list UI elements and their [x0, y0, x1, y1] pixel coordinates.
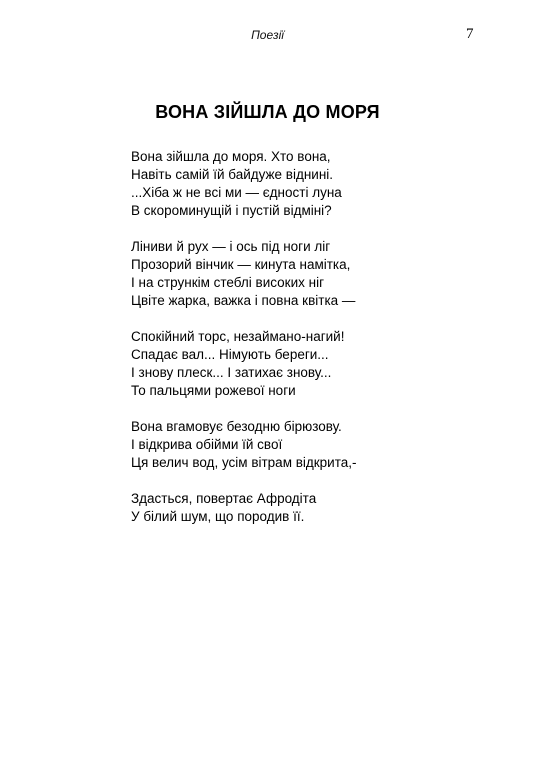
poem-line: Ліниви й рух — і ось під ноги ліг [131, 239, 331, 254]
page-number: 7 [466, 26, 474, 42]
poem-body [131, 148, 431, 544]
poem-title: ВОНА ЗІЙШЛА ДО МОРЯ [155, 102, 380, 122]
poem-line: Прозорий вінчик — кинута намітка, [131, 257, 351, 272]
running-head: Поезії [251, 28, 284, 42]
poem-line: Вона вгамовує безодню бірюзову. [131, 419, 342, 434]
poem-line: Вона зійшла до моря. Хто вона, [131, 149, 331, 164]
poem-line: Ця велич вод, усім вітрам відкрита,- [131, 455, 357, 470]
stanza-1 [131, 148, 431, 220]
poem-line: І на стрункім стеблі високих ніг [131, 275, 324, 290]
poem-line: Цвіте жарка, важка і повна квітка — [131, 293, 356, 308]
poem-line: Навіть самій їй байдуже віднині. [131, 167, 334, 182]
stanza-3 [131, 328, 431, 400]
poem-line: Спадає вал... Німують береги... [131, 347, 329, 362]
stanza-2 [131, 238, 431, 310]
poem-line: Здасться, повертає Афродіта [131, 491, 317, 506]
poem-line: Спокійний торс, незаймано-нагий! [131, 329, 345, 344]
poem-line: І знову плеск... І затихає знову... [131, 365, 332, 380]
poem-line: То пальцями рожевої ноги [131, 383, 296, 398]
poem-line: У білий шум, що породив її. [131, 509, 305, 524]
poem-line: В скороминущій і пустій відміні? [131, 203, 332, 218]
stanza-5 [131, 490, 431, 526]
poem-line: І відкрива обійми їй свої [131, 437, 283, 452]
stanza-4 [131, 418, 431, 472]
poem-line: ...Хіба ж не всі ми — єдності луна [131, 185, 342, 200]
